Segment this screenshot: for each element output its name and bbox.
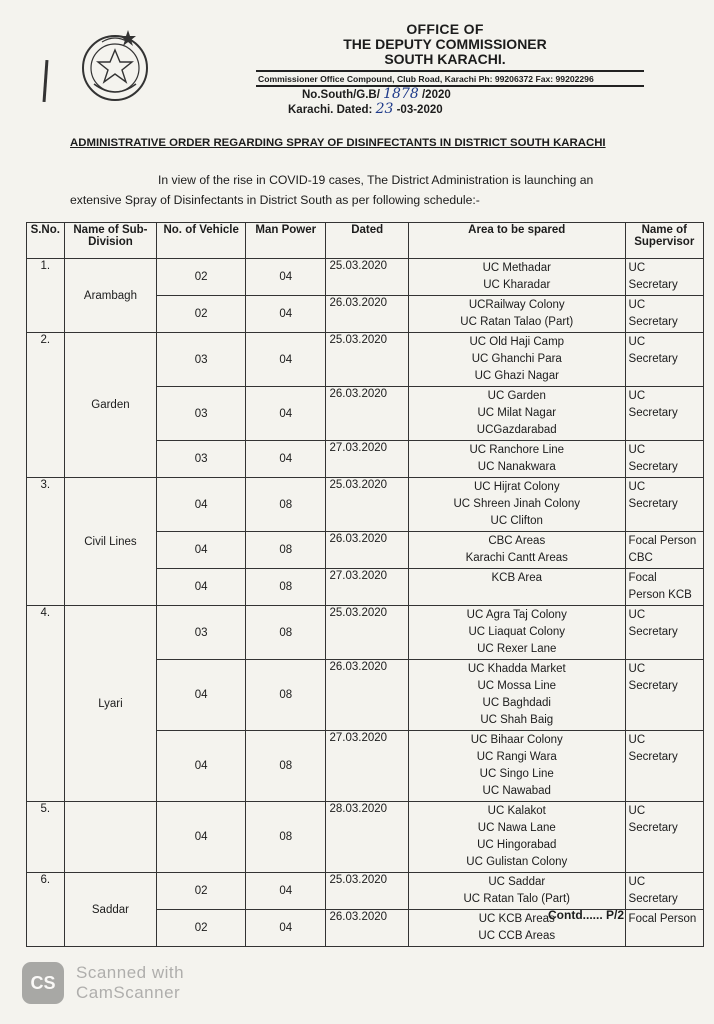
cell-date: 28.03.2020 <box>326 802 409 873</box>
cell-sno: 6. <box>27 873 65 947</box>
cell-man-power: 04 <box>246 910 326 947</box>
table-body <box>27 259 704 947</box>
table-header-row <box>27 223 704 259</box>
cell-supervisor: UC Secretary <box>625 606 703 660</box>
camscanner-watermark <box>22 962 184 1004</box>
header-man-power: Man Power <box>246 223 326 259</box>
cell-supervisor: UC Secretary <box>625 296 703 333</box>
cell-date: 27.03.2020 <box>326 731 409 802</box>
table-row <box>27 873 704 910</box>
cell-supervisor: Focal Person <box>625 910 703 947</box>
cell-supervisor: UC Secretary <box>625 441 703 478</box>
office-title-line3: SOUTH KARACHI. <box>384 51 506 67</box>
area-item: UC Old Haji Camp <box>469 336 565 348</box>
area-item: UC Bihaar Colony <box>470 734 563 746</box>
cell-vehicles: 04 <box>157 731 246 802</box>
office-title-line1: OFFICE OF <box>406 21 484 37</box>
cell-area <box>408 532 625 569</box>
header-dated: Dated <box>326 223 409 259</box>
cell-area <box>408 873 625 910</box>
table-row <box>27 259 704 296</box>
cell-man-power: 04 <box>246 387 326 441</box>
area-item: UC Rexer Lane <box>477 643 557 655</box>
cell-man-power: 04 <box>246 441 326 478</box>
area-item: UC KCB Areas <box>478 913 555 925</box>
cell-area <box>408 441 625 478</box>
cell-date: 25.03.2020 <box>326 873 409 910</box>
cell-date: 26.03.2020 <box>326 910 409 947</box>
area-item: UCRailway Colony <box>468 299 565 311</box>
area-item: UC Mossa Line <box>477 680 557 692</box>
cell-man-power: 04 <box>246 259 326 296</box>
government-seal-icon <box>72 22 158 108</box>
cell-date: 25.03.2020 <box>326 259 409 296</box>
cell-area <box>408 296 625 333</box>
area-item: UC Nanakwara <box>477 461 556 473</box>
cell-area <box>408 333 625 387</box>
cell-sno: 2. <box>27 333 65 478</box>
header-vehicles: No. of Vehicle <box>157 223 246 259</box>
cell-sno: 5. <box>27 802 65 873</box>
area-item: UC Ghanchi Para <box>471 353 562 365</box>
header-supervisor: Name of Supervisor <box>625 223 703 259</box>
ref-handwritten-number: 1878 <box>383 86 419 102</box>
cell-date: 25.03.2020 <box>326 478 409 532</box>
cell-vehicles: 04 <box>157 569 246 606</box>
watermark-line2: CamScanner <box>76 983 181 1002</box>
cell-supervisor: UC Secretary <box>625 333 703 387</box>
cell-date: 27.03.2020 <box>326 441 409 478</box>
office-letterhead <box>250 22 640 67</box>
cell-man-power: 04 <box>246 296 326 333</box>
area-item: UC Kalakot <box>487 805 546 817</box>
cell-vehicles: 04 <box>157 478 246 532</box>
cell-man-power: 08 <box>246 569 326 606</box>
area-item: UC Clifton <box>490 515 543 527</box>
area-item: UC Baghdadi <box>482 697 551 709</box>
cell-vehicles: 02 <box>157 296 246 333</box>
table-row <box>27 802 704 873</box>
cell-date: 26.03.2020 <box>326 660 409 731</box>
camscanner-logo-icon: CS <box>22 962 64 1004</box>
cell-area <box>408 259 625 296</box>
cell-man-power: 08 <box>246 478 326 532</box>
area-item: UC Shah Baig <box>480 714 554 726</box>
cell-man-power: 08 <box>246 660 326 731</box>
cell-supervisor: UC Secretary <box>625 660 703 731</box>
cell-supervisor: UC Secretary <box>625 259 703 296</box>
cell-sub-division: Lyari <box>64 606 157 802</box>
cell-sub-division: Saddar <box>64 873 157 947</box>
cell-vehicles: 04 <box>157 660 246 731</box>
area-item: UC Kharadar <box>483 279 551 291</box>
order-title: ADMINISTRATIVE ORDER REGARDING SPRAY OF DISINFECTANTS IN DISTRICT SOUTH KARACHI <box>70 137 606 149</box>
office-title-line2: THE DEPUTY COMMISSIONER <box>343 36 547 52</box>
cell-date: 25.03.2020 <box>326 333 409 387</box>
cell-man-power: 08 <box>246 532 326 569</box>
table-row <box>27 333 704 387</box>
area-item: UC Milat Nagar <box>477 407 557 419</box>
cell-sno: 3. <box>27 478 65 606</box>
area-item: KCB Area <box>491 572 542 584</box>
cell-vehicles: 02 <box>157 910 246 947</box>
cell-supervisor: UC Secretary <box>625 873 703 910</box>
cell-supervisor: Focal Person KCB <box>625 569 703 606</box>
margin-pen-mark <box>43 60 49 102</box>
intro-line-2: extensive Spray of Disinfectants in District South as per following schedule:- <box>70 193 480 207</box>
cell-area <box>408 606 625 660</box>
continued-note: Contd...... P/2 <box>548 908 625 922</box>
date-prefix: Karachi. Dated: <box>288 104 373 116</box>
cell-vehicles: 02 <box>157 259 246 296</box>
area-item: UC Nawabad <box>482 785 551 797</box>
cell-sub-division <box>64 802 157 873</box>
cell-area <box>408 478 625 532</box>
area-item: UC Ratan Talao (Part) <box>460 316 574 328</box>
area-item: Karachi Cantt Areas <box>465 552 568 564</box>
reference-number <box>302 86 451 102</box>
cell-area <box>408 387 625 441</box>
area-item: UC Liaquat Colony <box>468 626 566 638</box>
cell-sub-division: Arambagh <box>64 259 157 333</box>
area-item: UC Saddar <box>488 876 546 888</box>
area-item: UC Shreen Jinah Colony <box>453 498 581 510</box>
area-item: UC Nawa Lane <box>477 822 556 834</box>
cell-vehicles: 04 <box>157 802 246 873</box>
cell-sub-division: Garden <box>64 333 157 478</box>
cell-man-power: 08 <box>246 802 326 873</box>
table-row <box>27 478 704 532</box>
intro-line-1: In view of the rise in COVID-19 cases, The District Administration is launching an <box>158 173 594 187</box>
area-item: UC Khadda Market <box>467 663 566 675</box>
cell-area <box>408 660 625 731</box>
spray-schedule-table <box>26 222 704 947</box>
cell-sno: 4. <box>27 606 65 802</box>
cell-vehicles: 03 <box>157 606 246 660</box>
cell-man-power: 08 <box>246 606 326 660</box>
cell-date: 27.03.2020 <box>326 569 409 606</box>
area-item: UC Agra Taj Colony <box>466 609 567 621</box>
header-sno: S.No. <box>27 223 65 259</box>
cell-sno: 1. <box>27 259 65 333</box>
date-suffix: -03-2020 <box>396 104 443 116</box>
table-row <box>27 606 704 660</box>
area-item: UC Rangi Wara <box>476 751 557 763</box>
cell-supervisor: Focal Person CBC <box>625 532 703 569</box>
cell-vehicles: 04 <box>157 532 246 569</box>
area-item: UC Ghazi Nagar <box>474 370 559 382</box>
cell-vehicles: 03 <box>157 387 246 441</box>
area-item: UC CCB Areas <box>478 930 556 942</box>
area-item: UC Gulistan Colony <box>466 856 568 868</box>
cell-sub-division: Civil Lines <box>64 478 157 606</box>
watermark-text <box>76 963 184 1003</box>
header-area: Area to be spared <box>408 223 625 259</box>
cell-date: 26.03.2020 <box>326 296 409 333</box>
cell-date: 26.03.2020 <box>326 532 409 569</box>
area-item: UC Ratan Talo (Part) <box>463 893 571 905</box>
issue-date <box>288 101 443 117</box>
cell-supervisor: UC Secretary <box>625 731 703 802</box>
cell-date: 26.03.2020 <box>326 387 409 441</box>
cell-area <box>408 731 625 802</box>
cell-supervisor: UC Secretary <box>625 387 703 441</box>
cell-man-power: 04 <box>246 333 326 387</box>
area-item: UC Garden <box>487 390 546 402</box>
cell-vehicles: 03 <box>157 441 246 478</box>
header-sub-division: Name of Sub-Division <box>64 223 157 259</box>
area-item: UC Methadar <box>482 262 551 274</box>
area-item: UCGazdarabad <box>476 424 557 436</box>
area-item: CBC Areas <box>488 535 546 547</box>
date-handwritten-day: 23 <box>375 101 394 117</box>
cell-area <box>408 802 625 873</box>
cell-vehicles: 03 <box>157 333 246 387</box>
cell-vehicles: 02 <box>157 873 246 910</box>
ref-suffix: /2020 <box>421 89 451 101</box>
cell-area <box>408 569 625 606</box>
intro-paragraph <box>70 170 650 210</box>
area-item: UC Hijrat Colony <box>473 481 560 493</box>
cell-supervisor: UC Secretary <box>625 478 703 532</box>
ref-prefix: No.South/G.B/ <box>302 89 380 101</box>
cell-man-power: 04 <box>246 873 326 910</box>
area-item: UC Ranchore Line <box>469 444 565 456</box>
office-address: Commissioner Office Compound, Club Road, Karachi Ph: 99206372 Fax: 99202296 <box>256 70 644 87</box>
area-item: UC Hingorabad <box>477 839 557 851</box>
cell-supervisor: UC Secretary <box>625 802 703 873</box>
watermark-line1: Scanned with <box>76 963 185 982</box>
area-item: UC Singo Line <box>479 768 554 780</box>
cell-man-power: 08 <box>246 731 326 802</box>
cell-date: 25.03.2020 <box>326 606 409 660</box>
